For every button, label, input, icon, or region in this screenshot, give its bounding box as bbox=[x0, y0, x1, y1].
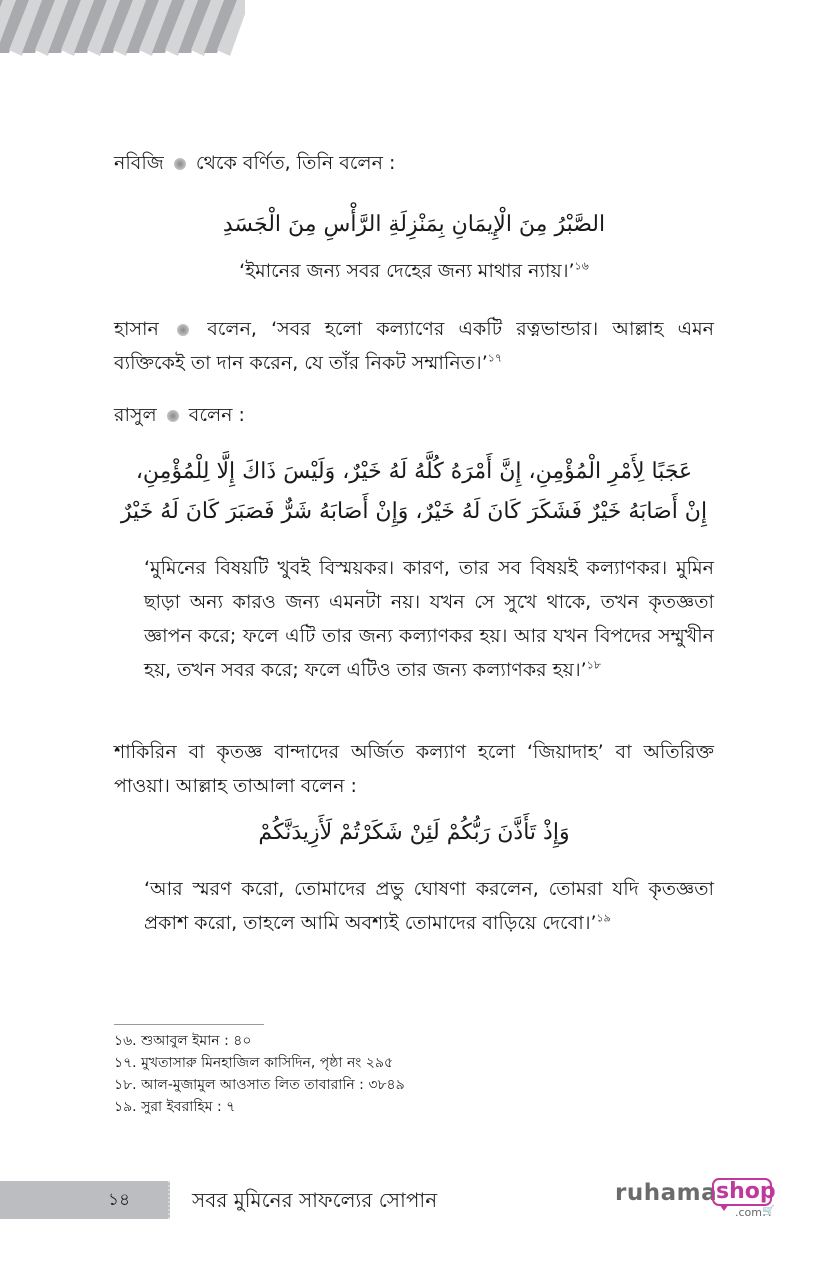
rasul-intro-line bbox=[114, 398, 714, 432]
hasan-quote-paragraph bbox=[114, 312, 714, 380]
footnote-item: ১৭. মুখতাসারু মিনহাজিল কাসিদিন, পৃষ্ঠা নং ২৯৫ bbox=[114, 1055, 394, 1071]
footnote-ref-16: ১৬ bbox=[574, 259, 589, 273]
intro-line-prophet bbox=[114, 146, 714, 180]
intro-text-before: নবিজি bbox=[114, 152, 164, 174]
footnote-item: ১৯. সুরা ইবরাহিম : ৭ bbox=[114, 1099, 236, 1115]
translation-1-text: ‘ইমানের জন্য সবর দেহের জন্য মাথার ন্যায়।’ bbox=[239, 260, 575, 282]
decorative-stripes bbox=[0, 0, 245, 56]
footnotes-list bbox=[114, 1030, 614, 1118]
arabic-hadith-2-line-1: عَجَبًا لِأَمْرِ الْمُؤْمِنِ، إِنَّ أَمْرَهُ كُلَّهُ لَهُ خَيْرٌ، وَلَيْسَ ذَاكَ إِلَّا لِلْمُؤْمِنِ، bbox=[135, 459, 693, 484]
footnote-ref-19: ১৯ bbox=[596, 911, 611, 925]
translation-2-text: ‘মুমিনের বিষয়টি খুবই বিস্ময়কর। কারণ, তার সব বিষয়ই কল্যাণকর। মুমিন ছাড়া অন্য কারও জন্য এমনটা নয়। যখন সে সুখে থাকে, তখন কৃতজ্ঞতা জ্ঞাপন করে; ফলে এটি তার জন্য কল্যাণকর হয়। আর যখন বিপদের সম্মুখীন হয়, তখন সবর করে; ফলে এটিও তার জন্য কল্যাণকর হয়।’ bbox=[144, 557, 714, 681]
honorific-icon bbox=[177, 324, 189, 336]
translation-3 bbox=[144, 872, 714, 940]
ruhamashop-logo bbox=[615, 1176, 775, 1224]
shopping-cart-icon: 🛒 bbox=[762, 1206, 775, 1217]
logo-text-shop: shop bbox=[716, 1179, 776, 1204]
intro-text-after: থেকে বর্ণিত, তিনি বলেন : bbox=[195, 152, 396, 174]
rasul-text-before: রাসুল bbox=[114, 404, 157, 426]
translation-1 bbox=[114, 254, 714, 288]
shakirin-paragraph: শাকিরিন বা কৃতজ্ঞ বান্দাদের অর্জিত কল্যাণ হলো ‘জিয়াদাহ’ বা অতিরিক্ত পাওয়া। আল্লাহ তাআলা বলেন : bbox=[114, 741, 714, 797]
hasan-text-before: হাসান bbox=[114, 318, 159, 340]
running-book-title: সবর মুমিনের সাফল্যের সোপান bbox=[192, 1188, 438, 1212]
arabic-hadith-2-line-2: إِنْ أَصَابَهُ خَيْرٌ فَشَكَرَ كَانَ لَهُ خَيْرٌ، وَإِنْ أَصَابَهُ شَرٌّ فَصَبَرَ كَانَ لَهُ خَيْرٌ bbox=[120, 499, 708, 524]
footnote-divider bbox=[114, 1024, 264, 1025]
footnote-item: ১৮. আল-মুজামুল আওসাত লিত তাবারানি : ৩৮৪৯ bbox=[114, 1077, 405, 1093]
translation-2 bbox=[144, 551, 714, 687]
honorific-icon bbox=[167, 410, 179, 422]
footnote-ref-17: ১৭ bbox=[487, 351, 503, 365]
arabic-quran-verse: وَإِذْ تَأَذَّنَ رَبُّكُمْ لَئِنْ شَكَرْتُمْ لَأَزِيدَنَّكُمْ bbox=[258, 820, 570, 845]
logo-bubble-tail bbox=[719, 1204, 729, 1211]
logo-text-domain: .com bbox=[735, 1206, 762, 1219]
translation-3-text: ‘আর স্মরণ করো, তোমাদের প্রভু ঘোষণা করলেন, তোমরা যদি কৃতজ্ঞতা প্রকাশ করো, তাহলে আমি অবশ্যই তোমাদের বাড়িয়ে দেবো।’ bbox=[144, 878, 714, 934]
stripes-graphic bbox=[0, 0, 245, 56]
hasan-text-after: বলেন, ‘সবর হলো কল্যাণের একটি রত্নভান্ডার। আল্লাহ এমন ব্যক্তিকেই তা দান করেন, যে তাঁর নিকট সম্মানিত।’ bbox=[114, 318, 714, 374]
rasul-text-after: বলেন : bbox=[188, 404, 245, 426]
logo-text-ruhama: ruhama bbox=[615, 1180, 718, 1206]
honorific-icon bbox=[174, 158, 186, 170]
arabic-hadith-1: الصَّبْرُ مِنَ الْإِيمَانِ بِمَنْزِلَةِ الرَّأْسِ مِنَ الْجَسَدِ bbox=[222, 212, 606, 237]
footnote-ref-18: ১৮ bbox=[586, 658, 601, 672]
footnote-item: ১৬. শুআবুল ইমান : ৪০ bbox=[114, 1033, 252, 1049]
page-number: ১৪ bbox=[108, 1190, 131, 1210]
